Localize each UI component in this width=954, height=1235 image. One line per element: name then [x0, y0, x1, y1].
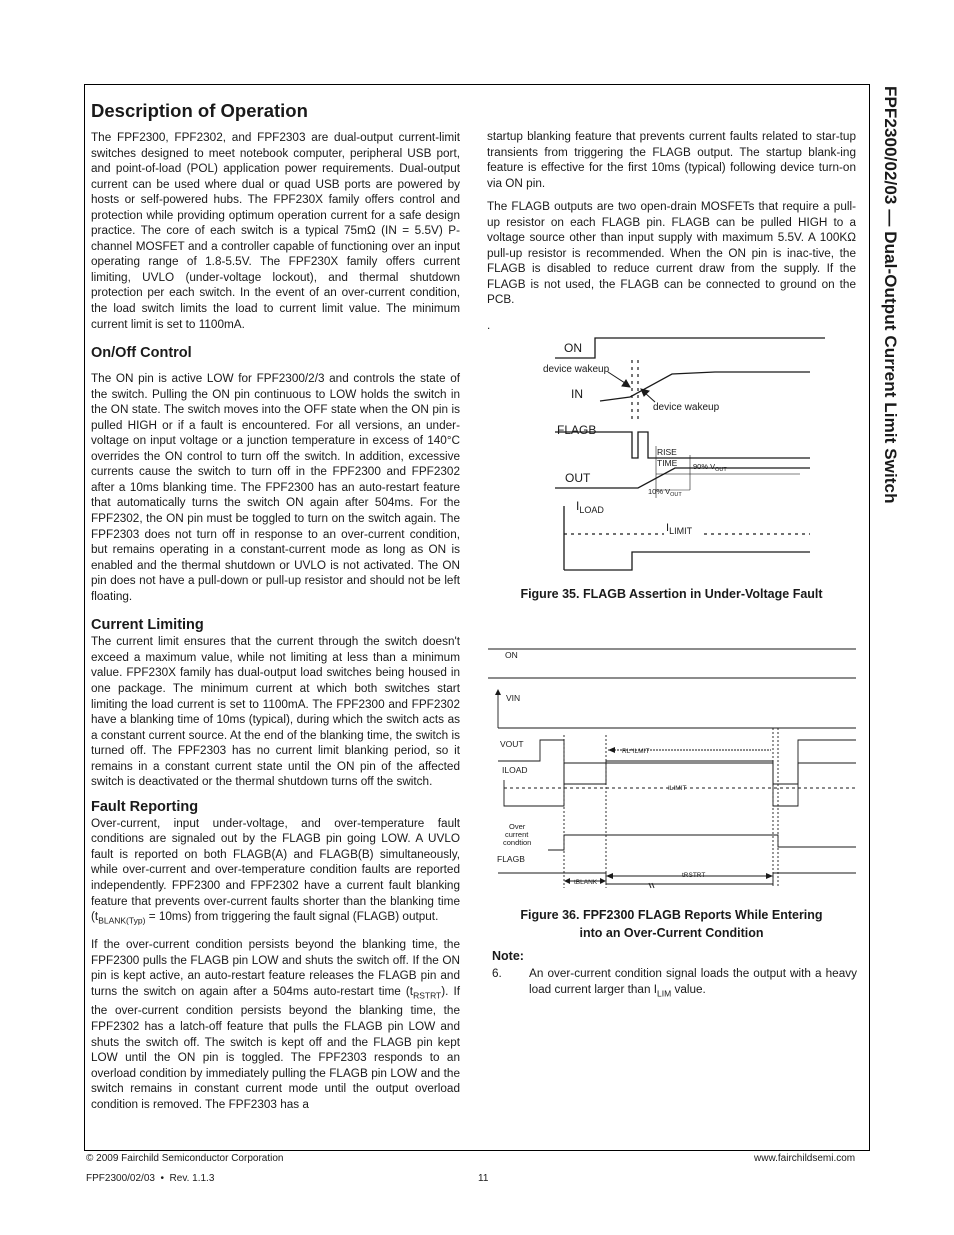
fig35-wakeup-label-2: device wakeup	[653, 402, 720, 413]
persist-paragraph: If the over-current condition persists beyond the blanking time, the FPF2300 pulls the FLAGB pin LOW and shuts the switch off. If the ON pin is kept active, an auto-restart feature releases the FLAGB pin and turns the switch on again after a 504ms auto-restart time $(t_{RSTRT})$. If the over-current condition persists beyond the blanking time, the FPF2302 has a latch-off feature that pulls the FLAGB pin LOW and shuts the switch off. The switch is kept off and the FLAGB pin kept LOW until the ON pin is toggled. The FPF2303 responds to an overload condition by immediately pulling the FLAGB pin LOW and the switch remains in constant current mode until the output overload condition is removed. The FPF2303 has a	[91, 937, 460, 1111]
climit-paragraph: The current limit ensures that the current through the switch doesn't exceed a maximum value, while not limiting at less than a minimum value. FPF230X family has dual-output load switches being housed in one package. The minimum current at which both switches start limiting the load current is set to 1100mA. The FPF2300 and FPF2302 have a blanking time of 10ms (typical), during which the switch acts as a constant current source. At the end of the blanking time, the switch is turned off. The FPF2303 has no current limit blanking period, so it remains in a constant current state until the ON pin of the affected switch is deactivated or the thermal shutdown turns off the switch.	[91, 635, 460, 789]
figure-36-caption-line-1: Figure 36. FPF2300 FLAGB Reports While Entering	[520, 908, 823, 922]
fig36-over-label: Over	[509, 822, 526, 831]
figure-35-caption: Figure 35. FLAGB Assertion in Under-Voltage Fault	[520, 587, 823, 601]
fig35-10pct-label: 10% $V_{OUT}$	[648, 487, 682, 498]
figure-35-timing-diagram	[540, 330, 830, 580]
fig36-ilimit-label: ILIMIT	[668, 785, 687, 792]
fig35-rise-label: RISE	[657, 447, 677, 457]
fig36-flagb-label: FLAGB	[497, 854, 525, 864]
fig35-on-label: ON	[564, 341, 582, 355]
fig36-vin-label: VIN	[506, 693, 521, 703]
note-text: An over-current condition signal loads the output with a heavy load current larger than $I_{LIM}$ value.	[529, 967, 857, 998]
footer-website: www.fairchildsemi.com	[754, 1153, 856, 1164]
fig36-tblank-label: tBLANK	[574, 879, 598, 886]
fig35-out-trace	[555, 468, 810, 488]
fig36-current-label: current	[505, 830, 529, 839]
fig35-iload-label: $I_{LOAD}$	[576, 499, 604, 515]
fig35-90pct-label: 90% $V_{OUT}$	[693, 462, 727, 473]
note-item	[487, 966, 857, 1001]
fig36-flagb-trace	[498, 873, 856, 884]
fig36-trstrt-label: tRSTRT	[682, 872, 706, 879]
onoff-paragraph: The ON pin is active LOW for FPF2300/2/3 and controls the state of the switch. Pulling the ON pin continuous to LOW holds the switch in the ON state. The switch moves into the OFF state when the ON pin is pulled HIGH or if a fault is encountered. For all versions, an under-voltage on input voltage or a junction temperature in excess of 140°C overrides the ON control to turn off the switch. In addition, excessive currents cause the switch to turn off in the FPF2300 and FPF2302 after a 10ms blanking time. The FPF2300 has an auto-restart feature that automatically turns the switch ON again after 504ms. For the FPF2302, the ON pin must be toggled to turn on the switch again. The FPF2303 does not turn off in response to an over-current condition, but remains operating in a constant-current mode as long as ON is enabled and the thermal shutdown or UVLO is not activated. The ON pin does not have a pull-down or pull-up resistor and should not be left floating.	[91, 372, 460, 603]
figure-36-caption	[487, 906, 856, 942]
section-title: Description of Operation	[91, 100, 308, 121]
figure-36-timing-diagram	[488, 640, 858, 890]
footer-part-rev: FPF2300/02/03 • Rev. 1.1.3	[86, 1173, 215, 1184]
fig36-vin-arrow	[495, 689, 501, 695]
fig35-in-label: IN	[571, 387, 583, 401]
figure-36-caption-line-2: into an Over-Current Condition	[579, 926, 764, 940]
intro-paragraph: The FPF2300, FPF2302, and FPF2303 are dual-output current-limit switches designed to meet notebook computer, peripheral USB port, and point-of-load (POL) application power requirements. Dual-output current can be used where dual or quad USB ports are powered by hosts or self-powered hubs. The FPF230X family offers control and protection while providing optimum operation current for a safe design practice. The core of each switch is a typical 75mΩ (IN = 5.5V) P-channel MOSFET and a controller capable of functioning over an input operating range of 1.8-5.5V. The FPF230X family offers current limiting, UVLO (under-voltage lockout), and thermal shutdown protection per each switch. In the event of an over-current condition, the load switch limits the load to current limit value. The minimum current limit is set to 1100mA.	[91, 131, 460, 331]
note-heading: Note:	[492, 949, 524, 963]
footer-page-number: 11	[478, 1173, 489, 1184]
fig35-flagb-label: FLAGB	[557, 423, 597, 437]
onoff-heading: On/Off Control	[91, 345, 192, 362]
fig36-overcurrent-trace	[548, 835, 856, 850]
startup-paragraph: startup blanking feature that prevents current faults related to star-tup transients from triggering the FLAGB output. The startup blank-ing feature is effective for the first 10ms (typical) following device turn-on via ON pin.	[487, 130, 856, 190]
side-title	[877, 86, 901, 566]
fig36-on-label: ON	[505, 650, 518, 660]
stray-dot: .	[487, 319, 491, 333]
fig35-out-label: OUT	[565, 471, 591, 485]
fig36-rl-ilmit-label: RL*ILMIT	[622, 748, 650, 755]
fig35-iload-trace	[564, 552, 810, 570]
fault-paragraph: Over-current, input under-voltage, and over-temperature fault conditions are signaled out by the FLAGB pin going LOW. A UVLO fault is reported on both FLAGB(A) and FLAGB(B) simultaneously, while over-current and over-temperature condition faults are reported independently. FPF2300 and FPF2302 have a current fault blanking feature that prevents over-current faults shorter than the blanking time $(t_{BLANK(Typ)} = 10ms)$ from triggering the fault signal (FLAGB) output.	[91, 816, 460, 926]
note-block	[487, 949, 857, 1001]
footer-copyright: © 2009 Fairchild Semiconductor Corporation	[86, 1153, 284, 1164]
fig36-iload-label: ILOAD	[502, 765, 528, 775]
fig35-ilimit-label: $I_{LIMIT}$	[666, 522, 693, 536]
climit-heading: Current Limiting	[91, 617, 204, 634]
fig35-time-label: TIME	[657, 458, 678, 468]
fig36-condtion-label: condtion	[503, 838, 532, 847]
note-number: 6.	[492, 967, 502, 980]
fig36-vout-label: VOUT	[500, 739, 524, 749]
left-column	[91, 98, 460, 1120]
fig35-wakeup-label-1: device wakeup	[543, 364, 610, 375]
right-column	[487, 129, 856, 342]
flagb-paragraph: The FLAGB outputs are two open-drain MOSFETs that require a pull-up resistor on each FLAGB pin. FLAGB can be pulled HIGH to a voltage source other than input supply with maximum 5.5V. A 100KΩ pull-up resistor is recommended. When the ON pin is inac-tive, the FLAGB is disabled to reduce current draw from the supply. If the FLAGB is not used, the FLAGB can be connected to ground on the PCB.	[487, 200, 856, 307]
fig36-vout-trace	[498, 740, 856, 784]
side-title-text: FPF2300/02/03 — Dual-Output Current Limit Switch	[881, 86, 900, 504]
fault-heading: Fault Reporting	[91, 798, 199, 815]
fig35-on-trace	[555, 338, 825, 358]
